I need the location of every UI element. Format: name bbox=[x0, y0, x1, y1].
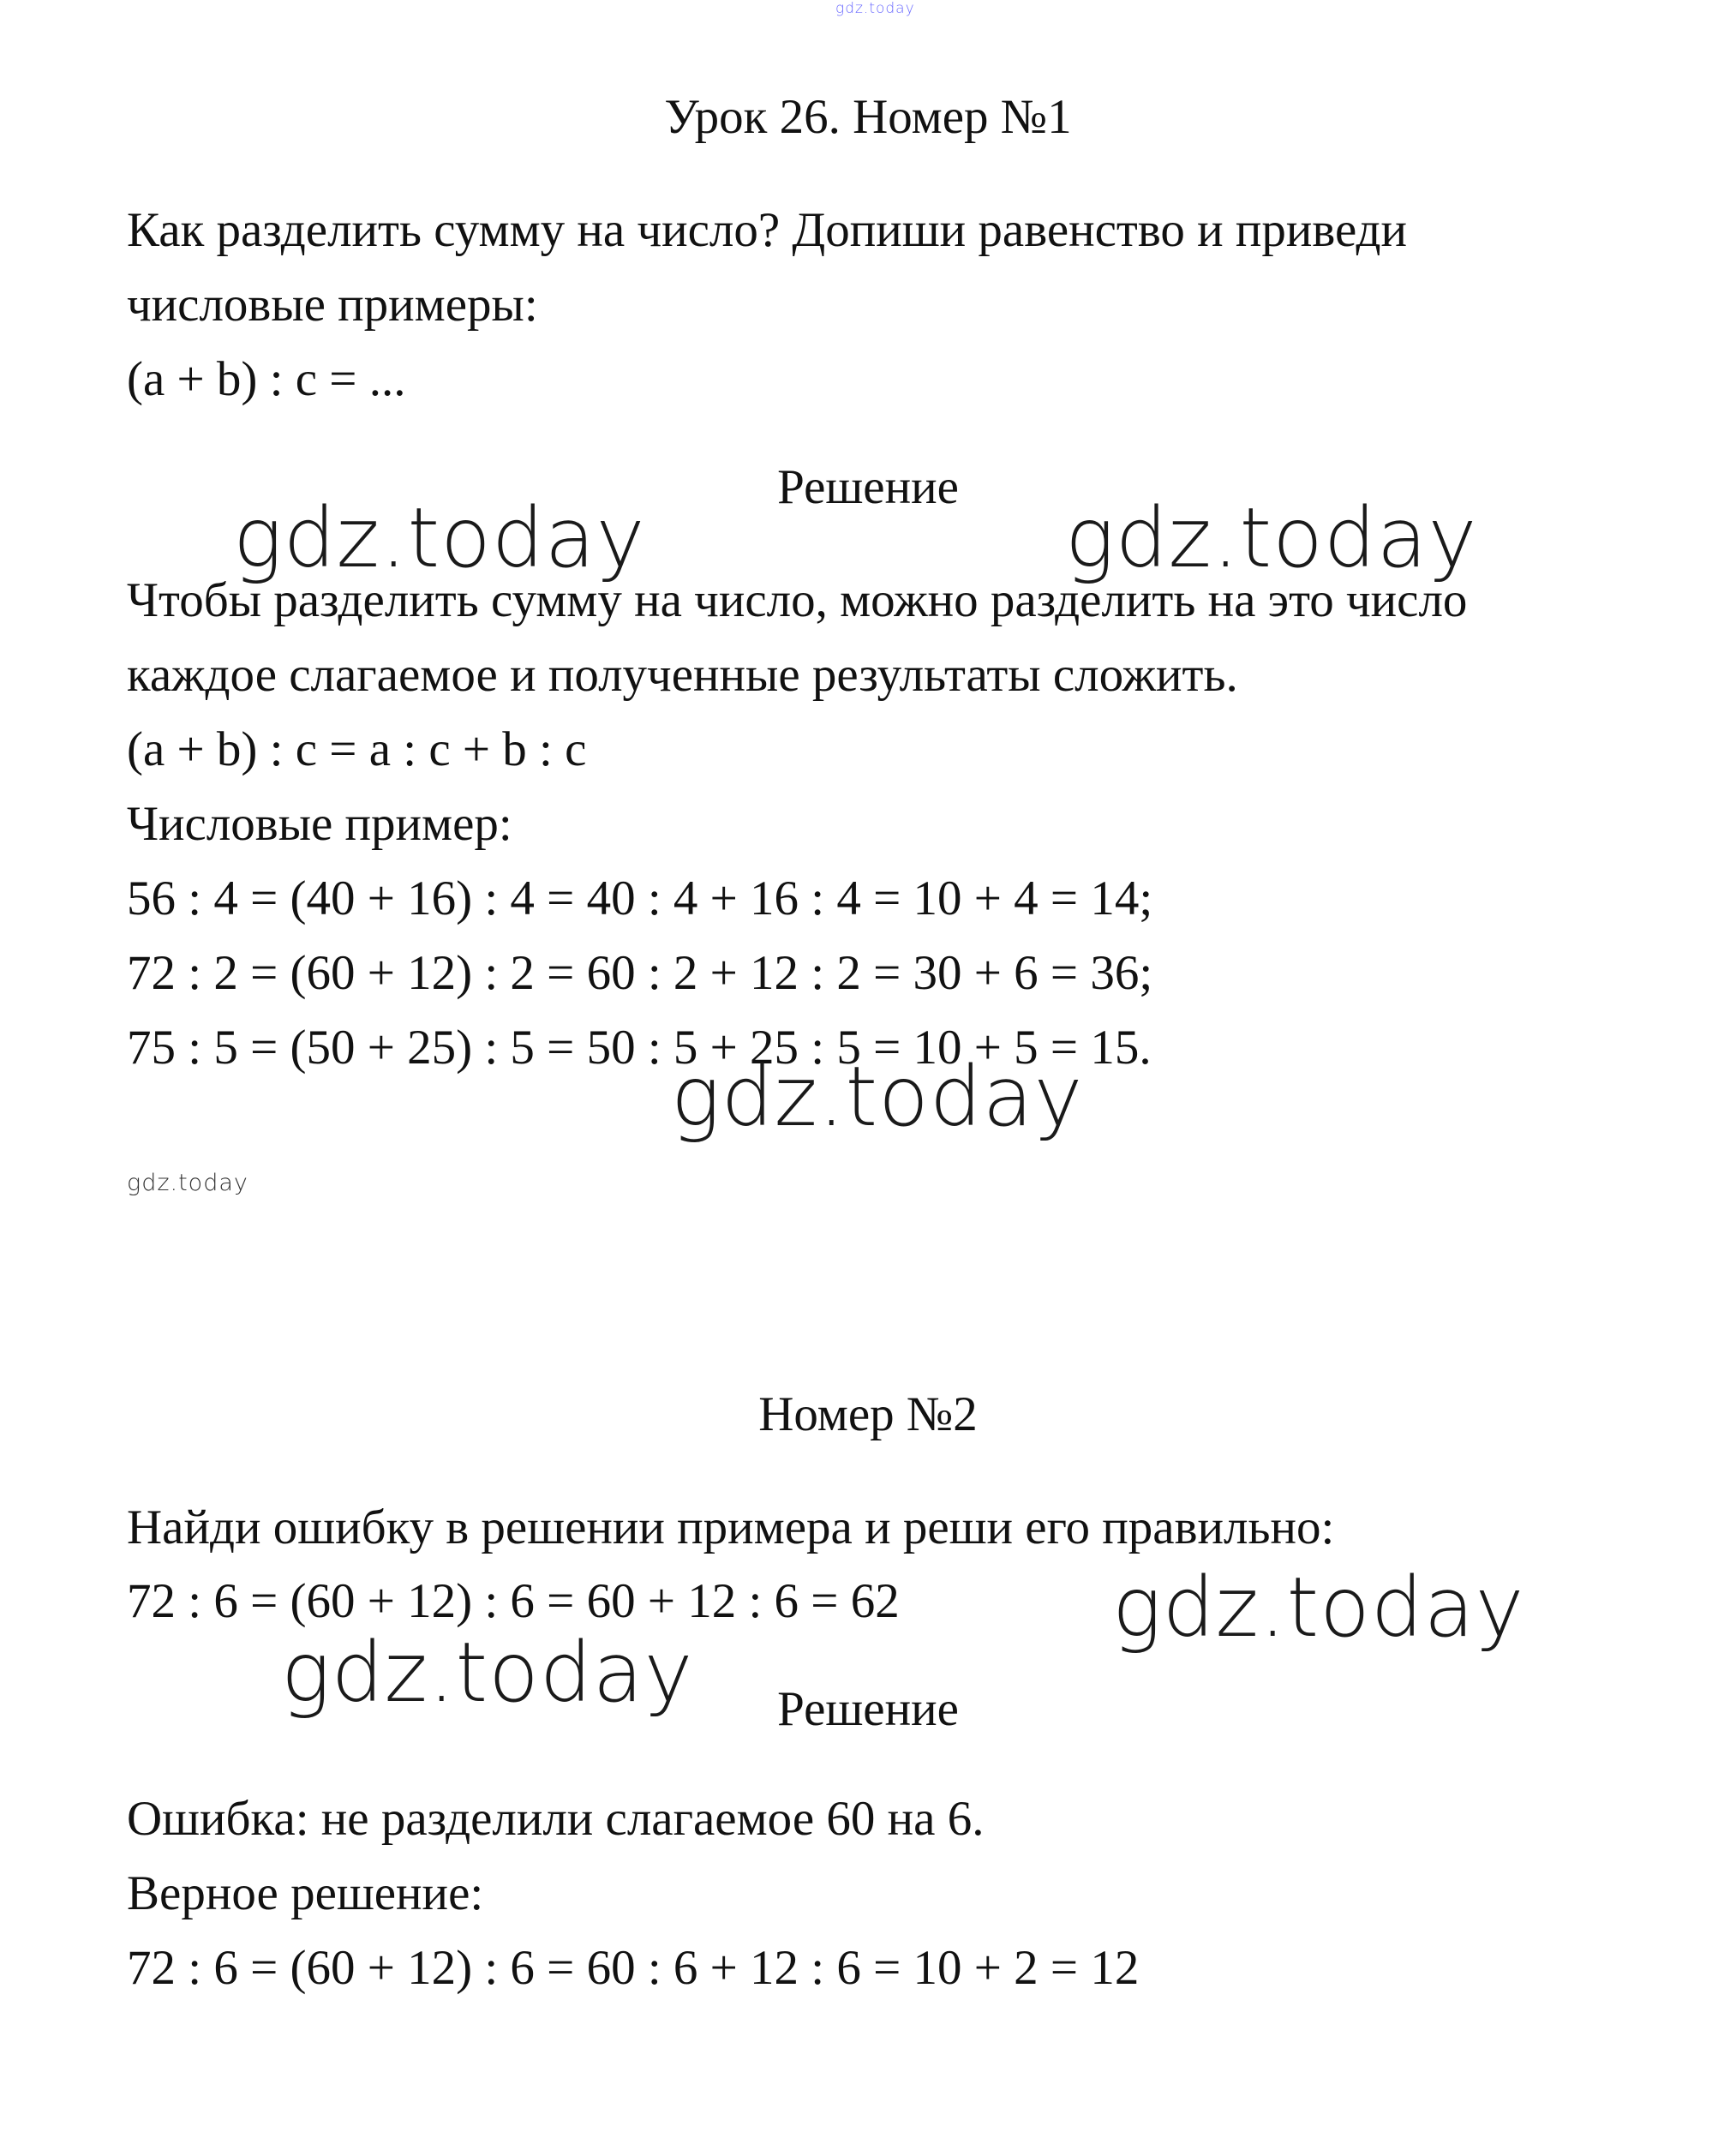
task2-correct-heading: Верное решение: bbox=[127, 1866, 484, 1920]
task2-solution-heading: Решение bbox=[777, 1682, 959, 1736]
task2-question: Найди ошибку в решении примера и реши его правильно: bbox=[127, 1500, 1335, 1554]
watermark-2: gdz.today bbox=[1065, 490, 1478, 586]
task1-example-1: 56 : 4 = (40 + 16) : 4 = 40 : 4 + 16 : 4 = 10 + 4 = 14; bbox=[127, 871, 1153, 925]
watermark-1: gdz.today bbox=[233, 490, 646, 586]
watermark-5: gdz.today bbox=[281, 1625, 694, 1721]
task2-error-line: Ошибка: не разделили слагаемое 60 на 6. bbox=[127, 1792, 985, 1846]
task1-formula: (a + b) : c = ... bbox=[127, 352, 406, 406]
task1-solution-heading: Решение bbox=[777, 460, 959, 514]
task1-title: Урок 26. Номер №1 bbox=[664, 90, 1072, 144]
task1-example-3: 75 : 5 = (50 + 25) : 5 = 50 : 5 + 25 : 5 = 10 + 5 = 15. bbox=[127, 1021, 1152, 1075]
task1-answer-line2: каждое слагаемое и полученные результаты сложить. bbox=[127, 648, 1238, 702]
task1-example-2: 72 : 2 = (60 + 12) : 2 = 60 : 2 + 12 : 2 = 30 + 6 = 36; bbox=[127, 946, 1153, 1000]
watermark-3: gdz.today bbox=[671, 1049, 1084, 1145]
watermark-small: gdz.today bbox=[127, 1170, 248, 1196]
task2-correct-example: 72 : 6 = (60 + 12) : 6 = 60 : 6 + 12 : 6 = 10 + 2 = 12 bbox=[127, 1941, 1140, 1995]
watermark-4: gdz.today bbox=[1112, 1560, 1525, 1656]
task1-question-line2: числовые примеры: bbox=[127, 278, 538, 332]
watermark-top: gdz.today bbox=[835, 0, 915, 17]
task2-title: Номер №2 bbox=[758, 1387, 978, 1441]
task1-answer-formula: (a + b) : c = a : c + b : c bbox=[127, 722, 587, 776]
task1-question-line1: Как разделить сумму на число? Допиши равенство и приведи bbox=[127, 203, 1407, 257]
task1-answer-line1: Чтобы разделить сумму на число, можно разделить на это число bbox=[127, 573, 1468, 627]
task2-wrong-example: 72 : 6 = (60 + 12) : 6 = 60 + 12 : 6 = 62 bbox=[127, 1574, 900, 1628]
task1-examples-heading: Числовые пример: bbox=[127, 797, 512, 851]
